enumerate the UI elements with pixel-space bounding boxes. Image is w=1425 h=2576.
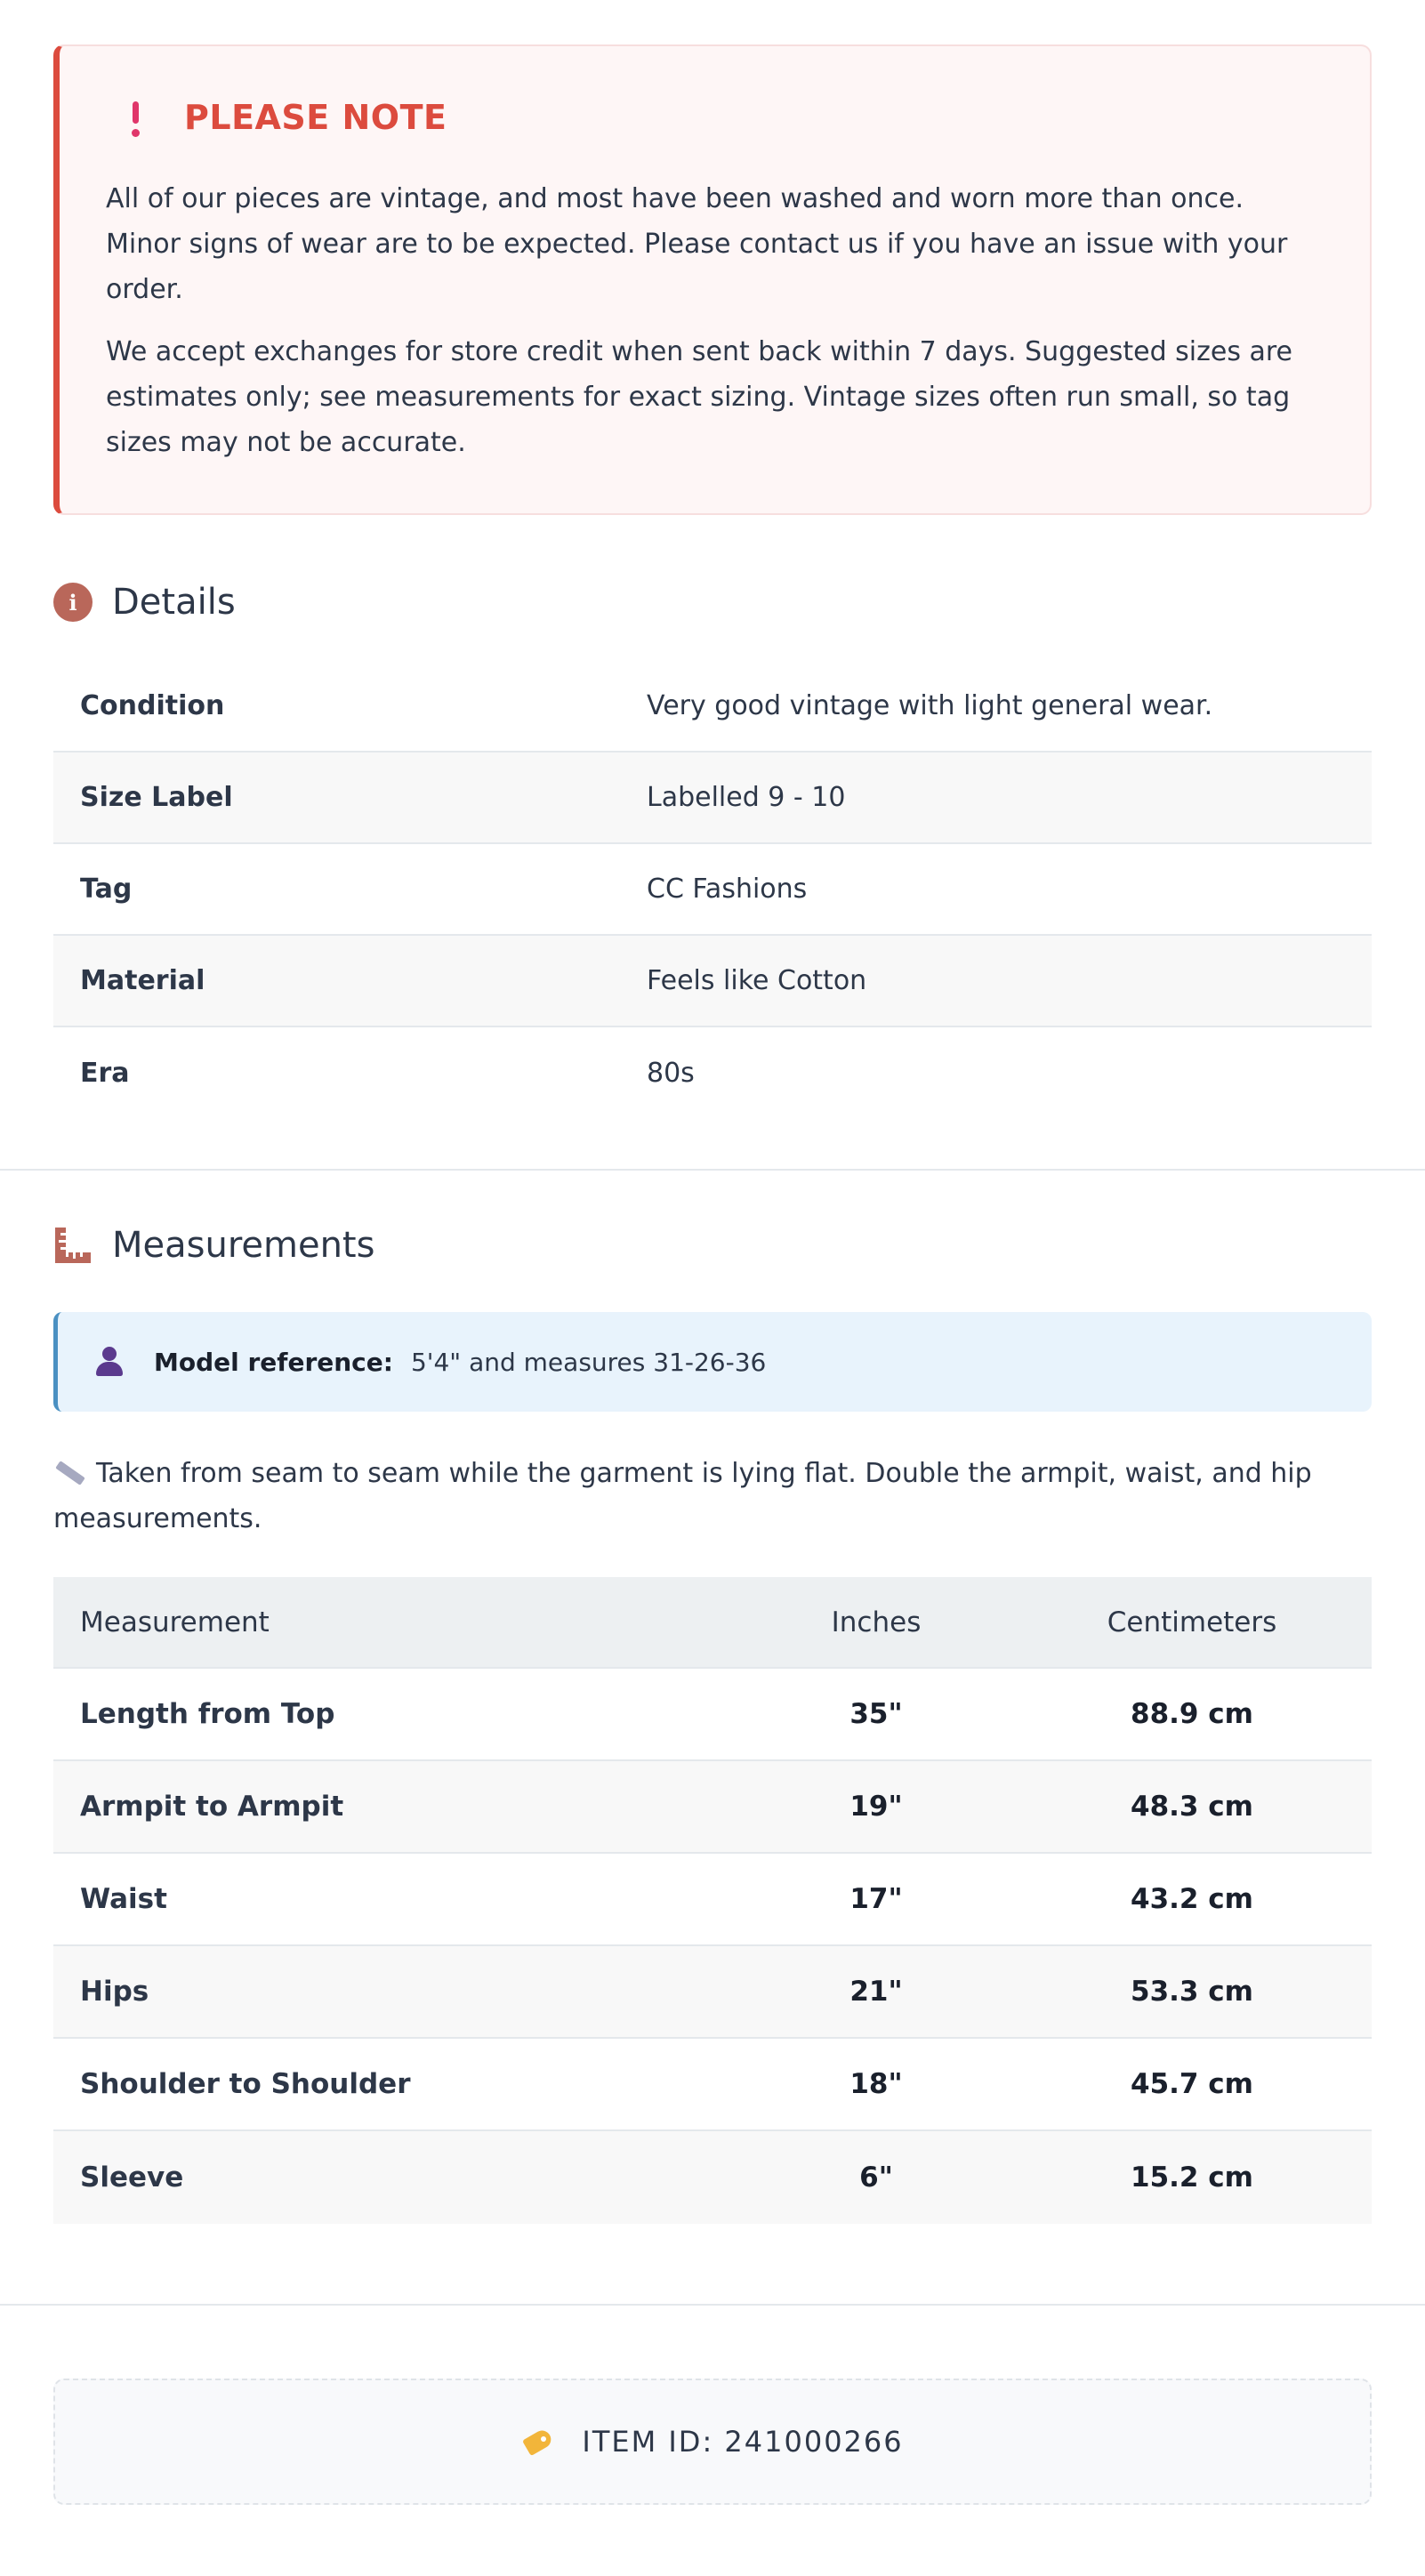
measurement-name: Sleeve (80, 2161, 184, 2194)
model-reference-box (53, 1312, 1372, 1412)
person-icon (93, 1346, 125, 1378)
table-row (53, 1669, 1372, 1761)
details-label: Era (80, 1058, 130, 1089)
ruler-icon (53, 1226, 93, 1265)
pencil-icon (53, 1461, 84, 1484)
details-label: Condition (80, 690, 225, 721)
measurement-name: Waist (80, 1883, 167, 1915)
model-reference-value: 5'4" and measures 31-26-36 (410, 1347, 767, 1377)
details-value: 80s (647, 1058, 695, 1089)
measurement-inches: 6" (859, 2161, 893, 2194)
measurement-cm: 45.7 cm (1131, 2068, 1253, 2100)
details-row (53, 1027, 1372, 1119)
notice-paragraph-wear: All of our pieces are vintage, and most have been washed and worn more than once. Minor signs of wear are to be expected. Please contact us if you have an issue with your order. (106, 183, 1288, 305)
measurement-cm: 48.3 cm (1131, 1791, 1253, 1823)
details-row (53, 661, 1372, 753)
measurement-name: Hips (80, 1976, 149, 2008)
item-id-box (53, 2379, 1372, 2505)
notice-paragraph-exchanges: We accept exchanges for store credit when sent back within 7 days. Suggested sizes are estimates only; see measurements for exact sizing. Vintage sizes often run small, so tag sizes may not be accurate. (106, 336, 1293, 458)
measurement-note-text: Taken from seam to seam while the garment is lying flat. Double the armpit, waist, and hip measurements. (53, 1458, 1312, 1534)
table-row (53, 1761, 1372, 1854)
table-row (53, 1946, 1372, 2039)
details-heading (53, 576, 1372, 629)
notice-title: PLEASE NOTE (184, 98, 447, 137)
details-value: Labelled 9 - 10 (647, 782, 846, 813)
item-id: ITEM ID: 241000266 (582, 2425, 904, 2459)
section-divider (0, 2304, 1425, 2306)
measurements-table (53, 1577, 1372, 2224)
details-row (53, 753, 1372, 844)
measurement-name: Shoulder to Shoulder (80, 2068, 411, 2100)
measurement-name: Length from Top (80, 1698, 335, 1730)
details-table (53, 661, 1372, 1119)
measurement-cm: 53.3 cm (1131, 1976, 1253, 2008)
tag-icon (521, 2427, 557, 2456)
exclamation-icon (118, 96, 152, 139)
info-icon: i (53, 583, 93, 622)
measurement-inches: 19" (849, 1791, 903, 1823)
measurement-name: Armpit to Armpit (80, 1791, 344, 1823)
measurement-inches: 35" (849, 1698, 903, 1730)
please-note-box (53, 44, 1372, 515)
measurement-inches: 21" (849, 1976, 903, 2008)
model-reference-label: Model reference: (154, 1347, 393, 1377)
details-label: Size Label (80, 782, 233, 813)
measurements-header-row (53, 1577, 1372, 1669)
column-header-centimeters: Centimeters (1107, 1606, 1277, 1638)
details-value: CC Fashions (647, 873, 808, 905)
details-value: Very good vintage with light general wear. (647, 690, 1213, 721)
measurement-inches: 17" (849, 1883, 903, 1915)
measurements-title: Measurements (112, 1225, 375, 1266)
details-row (53, 844, 1372, 936)
table-row (53, 2039, 1372, 2131)
table-row (53, 2131, 1372, 2224)
details-value: Feels like Cotton (647, 965, 867, 996)
details-label: Material (80, 965, 205, 996)
product-info-page (0, 44, 1425, 2505)
measurements-heading (53, 1219, 1372, 1272)
column-header-measurement: Measurement (80, 1606, 270, 1638)
details-row (53, 936, 1372, 1027)
measurement-cm: 43.2 cm (1131, 1883, 1253, 1915)
measurement-cm: 15.2 cm (1131, 2161, 1253, 2194)
section-divider (0, 1169, 1425, 1171)
column-header-inches: Inches (831, 1606, 922, 1638)
table-row (53, 1854, 1372, 1946)
details-label: Tag (80, 873, 133, 905)
measurement-note (53, 1451, 1372, 1542)
measurement-inches: 18" (849, 2068, 903, 2100)
measurement-cm: 88.9 cm (1131, 1698, 1253, 1730)
details-title: Details (112, 582, 236, 623)
